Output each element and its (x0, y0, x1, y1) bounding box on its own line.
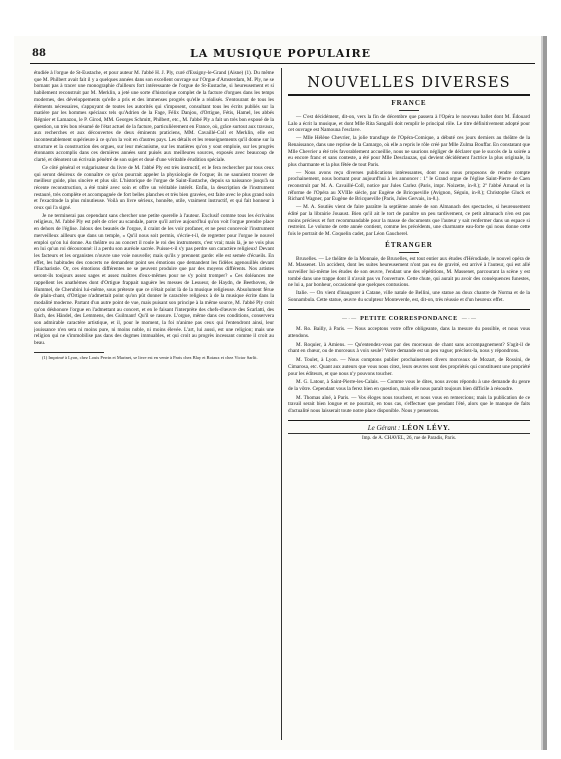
section-rule (399, 110, 419, 111)
section-title-france: FRANCE (391, 99, 427, 107)
news-item: — Mlle Hélène Chevrier, la jolie transfuge de l'Opéra-Comique, a débuté ces jours derniers au théâtre de la Renaissance, dans une reprise de la Camargo, où elle a repris le rôle créé par Mlle Zulma Bouffar. En constatant que Mlle Chevrier a été très favorablement accueillie, nous ne saurions négliger de déclarer que le succès de la soirée a eu encore franc et sans conteste, a été pour Mlle Desclauzas, qui devient décidément l'actrice la plus originale, la plus charmante et la plus fêtée de tout Paris. (288, 135, 530, 168)
news-item: — Nous avons reçu diverses publications intéressantes, dont nous nous proposons de rendre compte prochainement, nous bornant pour aujourd'hui à les annoncer : 1º le Grand orgue de l'église Saint-Pierre de Caen reconstruit par M. A. Cavaillé-Coll, notice par Jules Carlez (Paris, impr. Noizette, in-8.); 2º l'abbé Arnaud et la réforme de l'Opéra au XVIIIe siècle, par Eugène de Bricqueville (Avignon, Séguin, in-8.); Christophe Gluck et Richard Wagner, par Eugène de Bricqueville (Paris, Jules Gervais, in-8.). (288, 169, 530, 203)
news-item: — M. A. Soutiès vient de faire paraître la septième année de son Almanach des spectacles, si heureusement édité par la librairie Jouaust. Bien qu'il ait le tort de paraître un peu tardivement, ce petit almanach n'en est pas moins précieux et fort recommandable pour la masse de documents que l'auteur y sait renfermer dans un espace si restreint. Le volume de cette année contient, comme les précédents, une charmante eau-forte qui nous donne cette fois le portrait de M. Coquelin cadet, par Léon Gaucherel. (288, 204, 530, 237)
page-number: 88 (32, 48, 46, 59)
article-paragraph: Je ne terminerai pas cependant sans chercher une petite querelle à l'auteur. Exclusif comme tous les écrivains religieux, M. l'abbé Ply est prêt de crier au scandale, parce qu'il arrive aujourd'hui qu'on voit l'orgue prendre place en dehors de l'église. Jaloux des beautés de l'orgue, il craint de les voir profaner, et ne peut concevoir l'instrument merveilleux ailleurs que dans un temple, « Qu'il nous soit permis, s'écrie-t-il, de regretter pour l'orgue le nouvel emploi qu'on lui donne. Au théâtre ou au concert il roule le roi des instruments, c'est vrai; mais là, je ne vois plus en lui qu'un roi découronné: il a perdu son auréole sacrée. Puisse-t-il s'y pas perdre son caractère religieux! Devant les facteurs et les organistes n'ouvre une voie nouvelle; mais qu'ils y prennent garde: elle est semée d'écueils. En effet, les habitudes des concerts ne demandent point ses émotions que demandent les fidèles agenouillés devant l'Eucharistie. Or, ces émotions différentes ne se peuvent produire que par des moyens différents. Nos artistes seront-ils toujours assez sages et assez maîtres d'eux-mêmes pour ne s'y point tromper? » Ces doléances me rappellent les anathèmes dont d'Ortigue frappait naguère les messes de Lesueur, de Haydn, de Beethoven, de Hummel, de Cherubini lui-même, sous prétexte que ce n'était point là de la musique religieuse. Absolument férue de plain-chant, d'Ortigue n'admettait point qu'on pût donner le caractère religieux à de la musique écrite dans la modalité moderne. Partant d'un autre point de vue, mais puisant son principe à la même source, M. l'abbé Ply croit qu'on déshonore l'orgue en l'admettant au concert, et en le faisant l'interprète des chefs-d'œuvre des Scarlatti, des Bach, des Händel, des Lemmens, des Guilmant! Qu'il se rassure. L'orgue, même dans ces conditions, conservera son admirable caractère artistique, et il, pour le moment, la foi n'anime pas ceux qui l'entendront ainsi, leur jouissance n'en sera ni moins pure, ni moins noble, ni moins élevée. L'art, lui aussi, est une religion; mais une religion qui ne s'immobilise pas dans des dogmes immuables, et qui croit au progrès incessant comme il croit au beau. (34, 212, 274, 347)
printer-imprint: Imp. de A. CHAVEL, 26, rue de Paradis, Paris. (361, 436, 457, 442)
correspondance-item: M. Ro. Bailly, à Paris. — Nous acceptons votre offre obligeante, dans la mesure du possible, et nous vous attendons. (288, 326, 530, 339)
news-item: — C'est décidément, dit-on, vers la fin de décembre que passera à l'Opéra le nouveau ballet dont M. Édouard Lalo a écrit la musique, et dont Mlle Rita Sangalli doit remplir le principal rôle. Le titre définitivement adopté pour cet ouvrage est Namouna l'esclave. (288, 114, 530, 134)
section-title-petite-correspondance: — · — PETITE CORRESPONDANCE — · — (288, 316, 530, 324)
correspondance-item: M. Thomas aîné, à Paris. — Vos éloges nous touchent, et nous vous en remercions; mais la publication de ce travail serait bien longue et ne pourrait, en tous cas, s'effectuer que pendant l'été, alors que le manque de faits d'actualité nous laisserait toute notre place disponible. Nous y penserons. (288, 394, 530, 415)
correspondance-item: M. G. Latour, à Saint-Pierre-les-Calais. — Comme vous le dites, nous avons répondu à une demande du genre de la vôtre. Cependant vous la ferez bien en question, mais elle nous paraît toujours bien difficile à résoudre. (288, 379, 530, 392)
section-rule (399, 252, 419, 253)
gerant-rule-top (288, 420, 530, 421)
section-divider (288, 309, 530, 310)
right-column (288, 70, 530, 744)
footnote-rule (34, 352, 104, 353)
heading-rule (288, 94, 530, 96)
footnote: (1) Imprimé à Lyon, chez Louis Perrin et Marinet, se livre est en vente à Paris chez Blay et Roiaux et chez Victor Sarlit. (42, 354, 258, 360)
column-divider (281, 68, 282, 740)
gerant-line (288, 425, 530, 432)
gerant-rule-bottom (288, 433, 530, 434)
gerant-name: LÉON LÉVY. (402, 423, 451, 432)
correspondance-item: M. Toulet, à Lyon. — Nous comptons publier prochainement divers morceaux de Mozart, de Rossini, de Cimarosa, etc. Quant aux auteurs que vous nous citez, leurs œuvres sont des propriétés qui constituent une propriété pour les éditeurs, et que nous n'y pouvons toucher. (288, 357, 530, 377)
correspondance-list (288, 326, 530, 414)
publication-title: LA MUSIQUE POPULAIRE (189, 47, 371, 60)
page-edge-shadow (543, 36, 547, 750)
article-paragraph: étudiée à l'orgue de St-Eustache, et pour auteur M. l'abbé H. J. Ply, curé d'Essigny-le-Grand (Aisne) (1). Du même que M. Philbert avait fait il y a quelques années dans son excellent ouvrage sur l'Orgue d'Amsterdam, M. Ply, ne se bornant pas à tracer une monographie d'ailleurs fort intéressante de l'orgue de St-Eustache, si heureusement et si habilement reconstruit par M. Merklin, a jeté une sorte d'historique complet de la facture d'orgues dans les temps modernes, des développements qu'elle a pris et des immenses progrès qu'elle a réalisés. S'entourant de tous les éléments nécessaires, s'appuyant de toutes les autorités qui s'imposent, consultant tous les écrits publiés sur la matière par les hommes spéciaux tels qu'Adrien de la Fage, Félix Danjou, d'Ortigue, Fétis, Hamel, les abbés Régnier et Lamazou, le P. Girod, MM. Georges Schmitt, Philbert, etc., M. l'abbé Ply a fait un très bon exposé de la question, un très bon résumé de l'état actuel de la facture, particulièrement en France, où, grâce surtout aux travaux, aux recherches et aux découvertes de deux éminents praticiens, MM. Cavaillé-Coll et Merklin, elle est incontestablement supérieure à ce qu'on la voit en d'autres pays. Les détails et les renseignements qu'il donne sur la structure et la construction des orgues, sur leur mécanisme, sur les matières qu'on y sout emploie, sur les progrès étonnants accomplis dans ces dernières années sont puisés aux meilleures sources, exposés avec beaucoup de clarté, et dénotent un écrivain pénétré de son sujet et doué d'une véritable érudition spéciale. (34, 70, 274, 164)
news-item: Bruxelles. — Le théâtre de la Monnaie, de Bruxelles, est tout entier aux études d'Hérodiade, le nouvel opéra de M. Massenet. Un accident, dont les suites heureusement n'ont pas eu de gravité, est arrivé à l'auteur, qui est allé surveiller lui-même les études de son œuvre, l'endant une des répétitions, M. Massenet, parcourant la scène y est tombé dans une trappe dont il n'avait pas vu l'ouverture. Cette chute, qui aurait pu avoir des conséquences funestes, ne lui a, par bonheur, occasionné que quelques contusions. (288, 255, 530, 289)
page-edge-highlight (541, 36, 543, 750)
gerant-label: Le Gérant : (367, 423, 401, 432)
section-heading-nouvelles-diverses: NOUVELLES DIVERSES (307, 75, 511, 91)
correspondance-item: M. Roquier, à Amiens. — Qu'entendez-vous par des morceaux de chant sans accompagnement? S'agit-il de chant en chœur, ou de morceaux à voix seule? Votre demande est un peu vague; précisez-la, nous y répondrons. (288, 341, 530, 355)
news-item: Italie. — On vient d'inaugurer à Catane, ville natale de Bellini, une statue au doux chantre de Norma et de la Sonnambula. Cette statue, œuvre du sculpteur Monteverde, est, dit-on, très réussie et d'un heureux effet. (288, 290, 530, 303)
article-paragraph: Ce côté général et vulgarisateur du livre de M. l'abbé Ply est très instructif, et le fera rechercher par tous ceux qui seront désireux de connaître ce qu'on pourrait appeler la physiologie de l'orgue; ils ne sauraient trouver de meilleur guide, plus sincère et plus sûr. L'historique de l'orgue de Saint-Eustache, depuis sa naissance jusqu'à sa récente reconstruction, a été traité avec soin et offre un véritable intérêt. Enfin, la description de l'instrument restauré, très complète et accompagnée de fort belles planches et très bien gravées, est faite avec le plus grand soin et l'exactitude la plus minutieuse. Voilà un livre sérieux, honnête, utile, vraiment instructif, et qui fait honneur à ceux qui l'a signé. (34, 164, 274, 212)
section-title-etranger: ÉTRANGER (385, 240, 433, 249)
newspaper-page (14, 36, 547, 750)
left-column (34, 70, 274, 744)
header-rule (30, 63, 535, 64)
